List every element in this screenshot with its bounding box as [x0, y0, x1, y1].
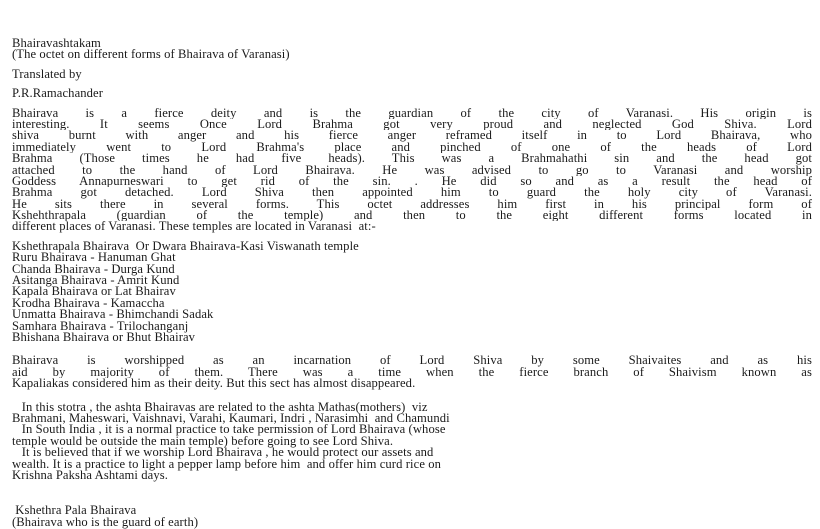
temple-item: Bhishana Bhairava or Bhut Bhairav: [12, 329, 196, 344]
intro-line: Brahma (Those times he had five heads). This was a Brahmahathi sin and the head got: [12, 153, 812, 165]
worship-line: aid by majority of them. There was a time when the fierce branch of Shaivism known as: [12, 366, 812, 379]
intro-paragraph: [12, 108, 812, 233]
temple-item: Kshethrapala Bhairava Or Dwara Bhairava-Kasi Viswanath temple: [12, 238, 359, 253]
worship-line: Bhairava is worshipped as an incarnation of Lord Shiva by some Shaivaites and as his: [12, 355, 812, 367]
temple-list: [12, 238, 812, 344]
stotra-line: wealth. It is a practice to light a pepper lamp before him and offer him curd rice on: [12, 456, 442, 471]
intro-line: attached to the hand of Lord Bhairava. He was advised to go to Varanasi and worship: [12, 164, 812, 176]
intro-line: Kshehthrapala (guardian of the temple) and then to the eight different forms located in: [12, 210, 812, 222]
stotra-line: Krishna Paksha Ashtami days.: [12, 467, 169, 482]
temple-item: Asitanga Bhairava - Amrit Kund: [12, 273, 180, 288]
translator-name: P.R.Ramachander: [12, 86, 104, 101]
document-page: [12, 38, 812, 528]
stotra-line: In this stotra , the ashta Bhairavas are related to the ashta Mathas(mothers) viz: [12, 399, 428, 414]
worship-line: Kapaliakas considered him as their deity. But this sect has almost disappeared.: [12, 376, 416, 391]
stotra-paragraph: [12, 399, 812, 482]
worship-paragraph: [12, 355, 812, 389]
temple-item: Chanda Bhairava - Durga Kund: [12, 261, 175, 276]
stotra-line: Brahmani, Maheswari, Vaishnavi, Varahi, Kaumari, Indri , Narasimhi and Chamundi: [12, 410, 450, 425]
intro-line: shiva burnt with anger and his fierce anger reframed itself in to Lord Bhairava, who: [12, 130, 812, 142]
document-title: Bhairavashtakam: [12, 36, 101, 50]
stotra-line: It is believed that if we worship Lord Bhairava , he would protect our assets and: [12, 445, 434, 460]
temple-item: Kapala Bhairava or Lat Bhairav: [12, 284, 176, 299]
stotra-line: In South India , it is a normal practice to take permission of Lord Bhairava (whose: [12, 422, 446, 437]
intro-line: interesting. It seems Once Lord Brahma got very proud and neglected God Shiva. Lord: [12, 118, 812, 131]
intro-line: different places of Varanasi. These temples are located in Varanasi at:-: [12, 219, 376, 234]
intro-line: Goddess Annapurneswari to get rid of the sin. . He did so and as a result the head of: [12, 175, 812, 188]
translated-by-label: Translated by: [12, 66, 82, 81]
temple-item: Samhara Bhairava - Trilochanganj: [12, 318, 189, 333]
intro-line: immediately went to Lord Brahma's place and pinched of one of the heads of Lord: [12, 141, 812, 154]
intro-line: He sits there in several forms. This octet addresses him first in his principal form of: [12, 198, 812, 211]
document-subtitle: (The octet on different forms of Bhairava of Varanasi): [12, 47, 290, 62]
temple-item: Ruru Bhairava - Hanuman Ghat: [12, 250, 176, 265]
intro-line: Brahma got detached. Lord Shiva then appointed him to guard the holy city of Varanasi.: [12, 187, 812, 199]
stotra-line: temple would be outside the main temple) before going to see Lord Shiva.: [12, 433, 394, 448]
section-subtitle: (Bhairava who is the guard of earth): [12, 514, 199, 529]
temple-item: Krodha Bhairava - Kamaccha: [12, 295, 165, 310]
section-title: Kshethra Pala Bhairava: [12, 503, 137, 518]
intro-line: Bhairava is a fierce deity and is the guardian of the city of Varanasi. His origin is: [12, 107, 812, 119]
temple-item: Unmatta Bhairava - Bhimchandi Sadak: [12, 307, 214, 322]
